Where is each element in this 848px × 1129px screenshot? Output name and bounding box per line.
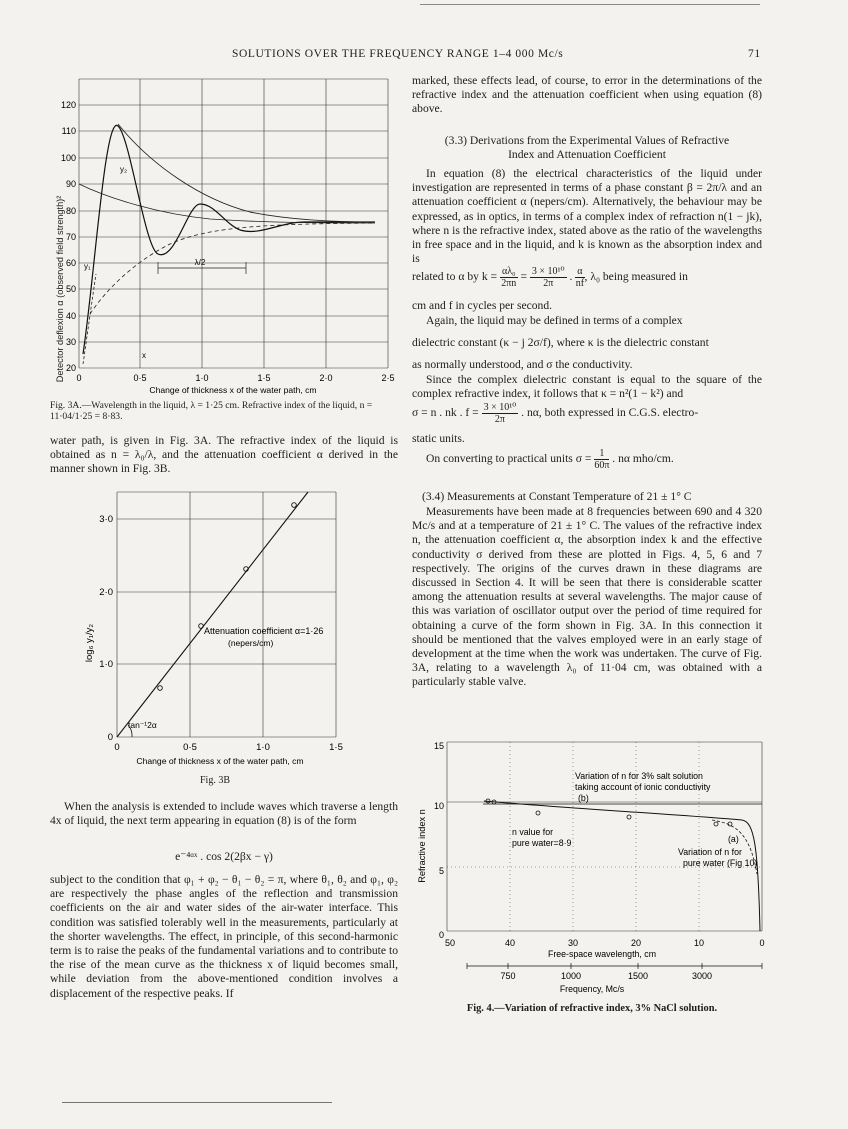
fig3a-ylabel: Detector deflexion α (observed field strength)² [55,195,65,383]
left-para-analysis: When the analysis is extended to include waves which traverse a length 4x of liquid, the next term appearing in equation (8) is of the form [50,800,398,828]
svg-text:0: 0 [438,930,444,940]
right-para-eq8: In equation (8) the electrical characteristics of the liquid under investigation are represented in terms of a phase constant β = 2π/λ and an attenuation coefficient α (nepers/cm). Alternatively, the behaviour may be expressed, as in optics, in terms of a complex index of refraction n(1 − jk), where n is the refractive index, stated above as the ratio of the wavelengths in free space and in the liquid, and k is known as the absorption index and is [412,167,762,266]
svg-text:1500: 1500 [627,971,649,981]
fig3b-xlabel: Change of thickness x of the water path, cm [136,756,304,766]
svg-text:0: 0 [76,373,82,383]
left-para-water: water path, is given in Fig. 3A. The refractive index of the liquid is obtained as n = λ₀/λ, and the attenuation coefficient α derived in the manner shown in Fig. 3B. [50,434,398,476]
svg-text:750: 750 [500,971,516,981]
fig3a-measured-curve [83,125,375,354]
svg-text:80: 80 [65,206,76,216]
svg-text:90: 90 [65,179,76,189]
fig4-frequency-ticks [500,971,712,981]
fig3b-annotation-2: (nepers/cm) [228,638,274,648]
fig4-caption: Fig. 4.—Variation of refractive index, 3% NaCl solution. [466,1003,718,1014]
svg-text:100: 100 [60,153,76,163]
svg-text:1000: 1000 [560,971,582,981]
fig4-xticks [445,938,765,948]
left-para-subject: subject to the condition that φ₁ + φ₂ − θ₁ − θ₂ = π, where θ₁, θ₂ and φ₁, φ₂ are respectively the phase angles of the reflection and transmission coefficients on the air and water sides of the air-water interface. This condition was satisfied tolerably well in the measurements, particularly at the shorter wavelengths. The effect, in principle, of this second-harmonic term is to raise the peaks of the fundamental variations and to contribute to the rise of the mean curve as the thickness x of liquid becomes small, while deviation from the above-mentioned condition involves a displacement of the respective peaks. If [50,873,398,1000]
figure-4 [412,734,772,1002]
svg-text:3·0: 3·0 [99,514,113,525]
svg-text:15: 15 [433,741,444,751]
scan-line-top [420,4,760,5]
fig4-frequency-label: Frequency, Mc/s [559,984,625,994]
left-equation: e⁻⁴ᵅˣ . cos 2(2βx − γ) [175,850,273,863]
scan-line-bottom [62,1102,332,1103]
fig4-data-points [486,799,732,826]
svg-text:10: 10 [433,801,444,811]
section-3-3-heading: (3.3) Derivations from the Experimental Values of Refractive Index and Attenuation Coefficient [444,134,730,162]
svg-text:60: 60 [65,258,76,268]
fig4-ylabel: Refractive index n [417,809,427,883]
fig3b-tan-label: tan⁻¹2α [128,720,157,730]
fig4-yticks [434,741,444,940]
fig3a-lambda-label: λ/2 [194,258,206,267]
right-para-marked: marked, these effects lead, of course, to error in the determinations of the refractive index and the attenuation coefficient when using equation (8) above. [412,74,762,116]
sigma-equation: σ = n . nk . f = $\frac{\text{3 × 10¹⁰}}{2\pi}$ . nα, both expressed in C.G.S. electro- [412,402,699,425]
svg-text:70: 70 [65,232,76,242]
fig4-ann-a-1: Variation of n for [678,847,742,857]
svg-text:1·0: 1·0 [99,659,113,670]
fig3a-y2-label: y₂ [120,165,128,174]
svg-text:110: 110 [61,126,76,136]
fig4-ann-a-label: (a) [728,834,739,844]
running-header [0,48,848,68]
fig3a-lower-envelope [90,223,375,314]
svg-text:3000: 3000 [691,971,713,981]
page-number: 71 [748,48,761,60]
svg-text:40: 40 [65,311,76,321]
figure-4-chart [412,734,772,1002]
svg-text:120: 120 [60,100,76,110]
right-para-static: static units. [412,432,465,445]
fig3b-caption: Fig. 3B [199,775,230,786]
fig4-ann-b-2: taking account of ionic conductivity [575,782,711,792]
svg-text:50: 50 [65,284,76,294]
fig3a-upper-envelope [118,124,375,222]
svg-text:0: 0 [107,732,113,743]
fig4-ann-b-1: Variation of n for 3% salt solution [575,771,703,781]
fig3a-y1-label: y₁ [84,262,91,271]
right-para-again: Again, the liquid may be defined in terms of a complex [426,314,683,327]
fig3a-x-label: x [142,351,146,360]
fig3b-yticks [99,514,113,743]
fig3a-xlabel: Change of thickness x of the water path, cm [149,385,317,395]
fig3b-ylabel: log₆ y₁/y₂ [84,623,95,663]
practical-equation: On converting to practical units σ = $\frac{1}{60\pi}$ . nα mho/cm. [426,448,674,471]
svg-text:40: 40 [504,938,516,948]
fig4-ann-water-1: n value for [512,827,554,837]
right-para-since: Since the complex dielectric constant is equal to the square of the complex refractive index, it follows that κ = n²(1 − k²) and [412,373,762,401]
svg-text:2·5: 2·5 [381,373,395,383]
svg-text:20: 20 [65,363,76,373]
fig4-ann-b-3: (b) [578,793,589,803]
svg-text:1·0: 1·0 [256,742,270,753]
section-3-4-heading: (3.4) Measurements at Constant Temperature of 21 ± 1° C [422,490,692,503]
svg-text:30: 30 [567,938,579,948]
right-para-normally: as normally understood, and σ the conductivity. [412,358,633,371]
svg-text:0: 0 [114,742,120,753]
right-para-measure: Measurements have been made at 8 frequencies between 690 and 4 320 Mc/s and at a temperature of 21 ± 1° C. The values of the refractive index n, the attenuation coefficient α, the absorption index k and the effective conductivity σ derived from these are plotted in Figs. 4, 5, 6 and 7 respectively. The origins of the curves drawn in these diagrams are discussed in Section 4. It will be seen that there is considerable scatter among the attenuation results at several wavelengths. The major cause of this was variation of oscillator output over the period of time required for obtaining a curve of the form shown in Fig. 3A. In this connection it should be mentioned that the valves employed were in an early stage of development at the time when the work was undertaken. The curve of Fig. 3A, relating to a wavelength λ₀ of 11·04 cm, was obtained with a particularly stable valve. [412,505,762,689]
fig3b-fit-line [117,492,308,737]
fig4-xlabel: Free-space wavelength, cm [547,949,657,959]
svg-text:1·5: 1·5 [329,742,343,753]
svg-text:10: 10 [693,938,705,948]
figure-3a-chart [50,74,400,404]
figure-3a [50,74,400,404]
svg-text:20: 20 [630,938,642,948]
svg-text:1·0: 1·0 [195,373,209,383]
figure-3b-chart [80,488,350,770]
svg-text:30: 30 [65,337,76,347]
right-dielectric-line: dielectric constant (κ − j 2σ/f), where κ is the dielectric constant [412,336,709,349]
related-equation: related to α by k = $\frac{\text{αλ₀}}{2\pi n}$ = $\frac{\text{3 × 10¹⁰}}{2\pi}$ . $\frac{\alpha}{nf}$ , λ₀ being measured in [412,266,688,289]
svg-text:2·0: 2·0 [99,587,113,598]
right-para-cm: cm and f in cycles per second. [412,299,553,312]
svg-text:50: 50 [444,938,456,948]
svg-text:0·5: 0·5 [133,373,147,383]
running-title: SOLUTIONS OVER THE FREQUENCY RANGE 1–4 000 Mc/s [232,48,564,60]
svg-text:5: 5 [438,866,444,876]
fig3b-xticks [114,742,343,753]
fig4-ann-water-2: pure water=8·9 [512,838,572,848]
fig4-ann-a-2: pure water (Fig 10) [683,858,758,868]
svg-text:0: 0 [759,938,765,948]
svg-text:0·5: 0·5 [183,742,197,753]
svg-text:2·0: 2·0 [319,373,333,383]
fig3b-gridlines [117,492,336,737]
fig3a-mean-curve [79,184,375,223]
fig3a-start-curve [83,274,96,364]
fig3a-xticks [76,373,394,383]
fig3a-caption: Fig. 3A.—Wavelength in the liquid, λ = 1·25 cm. Refractive index of the liquid, n = 11·04/1·25 = 8·83. [50,400,373,422]
fig3b-annotation-1: Attenuation coefficient α=1·26 [204,626,324,636]
svg-text:1·5: 1·5 [257,373,271,383]
figure-3b [80,488,350,770]
